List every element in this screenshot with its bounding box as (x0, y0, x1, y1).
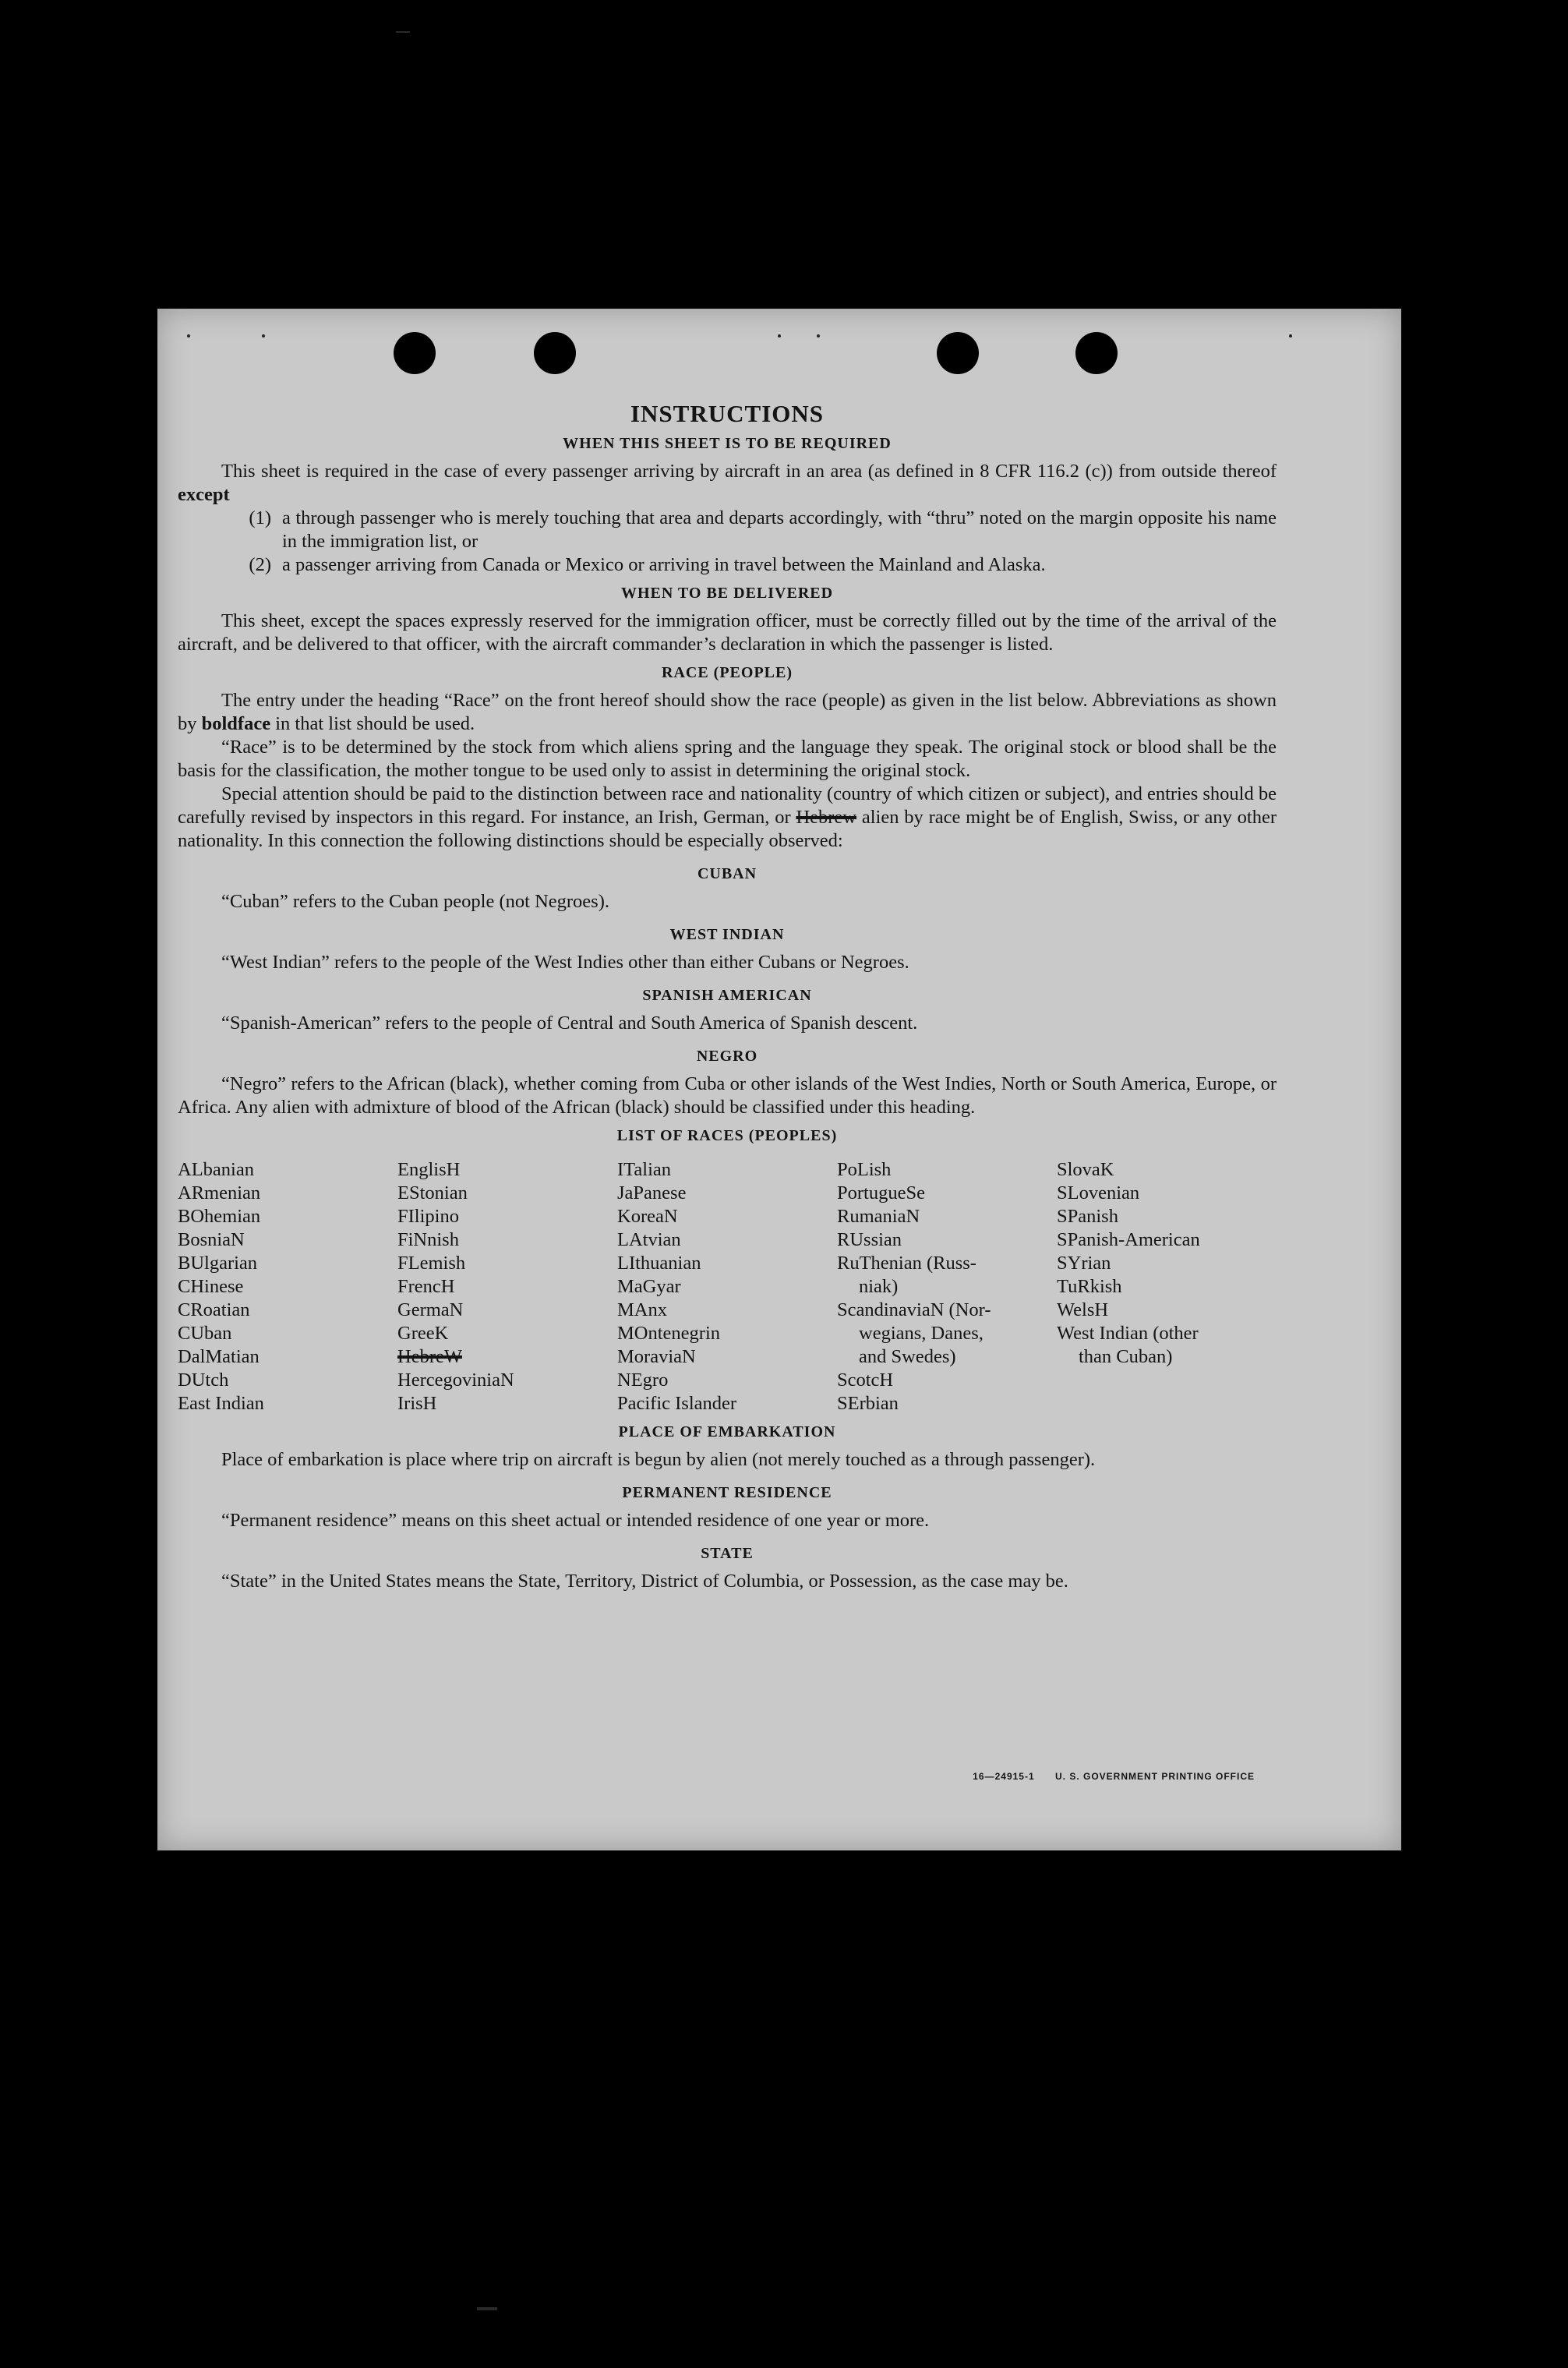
clause (178, 507, 1277, 553)
race-entry: than Cuban) (1079, 1346, 1173, 1367)
struck-text: Hebrew (796, 807, 856, 828)
paragraph-text: Special attention should be paid to the distinction between race and nationality (country of which citizen or subject), and entries should be carefully revised by inspectors in this regard. For instance, an Irish, German, or (178, 783, 1277, 828)
paragraph: Place of embarkation is place where trip on aircraft is begun by alien (not merely touched as a through passenger). (221, 1449, 1096, 1470)
race-entry: and Swedes) (859, 1346, 956, 1367)
race-entry: RUssian (837, 1229, 902, 1250)
paragraph: “Negro” refers to the African (black), whether coming from Cuba or other islands of the West Indies, North or South America, Europe, or Africa. Any alien with admixture of blood of the African (black) should be classified under this heading. (178, 1073, 1277, 1118)
race-entry: BOhemian (178, 1206, 261, 1227)
race-entry: TuRkish (1057, 1276, 1122, 1297)
paper-mark (262, 334, 265, 338)
race-entry: MAnx (617, 1299, 667, 1320)
paragraph: This sheet, except the spaces expressly reserved for the immigration officer, must be correctly filled out by the time of the arrival of the aircraft, and be delivered to that officer, with the aircraft commander’s declaration in which the passenger is listed. (178, 610, 1277, 655)
race-entry: GermaN (397, 1299, 464, 1320)
race-entry: ALbanian (178, 1159, 254, 1180)
scan-speck (396, 31, 410, 33)
clause-number: (1) (249, 507, 271, 528)
paragraph: “Permanent residence” means on this sheet actual or intended residence of one year or more. (221, 1510, 930, 1531)
section-heading: STATE (701, 1545, 754, 1562)
race-entry: MOntenegrin (617, 1323, 720, 1344)
race-entry: RumaniaN (837, 1206, 920, 1227)
section-heading: PLACE OF EMBARKATION (618, 1423, 836, 1440)
race-column (397, 1158, 617, 1415)
binder-hole (937, 332, 979, 374)
section-heading: WHEN THIS SHEET IS TO BE REQUIRED (563, 435, 892, 452)
document-sheet (157, 309, 1401, 1850)
binder-hole (394, 332, 436, 374)
paper-mark (187, 334, 190, 338)
race-entry: ARmenian (178, 1182, 261, 1203)
race-entry: MoraviaN (617, 1346, 696, 1367)
bold-text: except (178, 484, 230, 505)
race-entry: CHinese (178, 1276, 244, 1297)
section-heading: PERMANENT RESIDENCE (622, 1484, 832, 1501)
paragraph-text: This sheet is required in the case of every passenger arriving by aircraft in an area (as defined in 8 CFR 116.2 (c)) from outside thereof (221, 461, 1277, 482)
paragraph: “Cuban” refers to the Cuban people (not Negroes). (221, 891, 609, 912)
race-entry: GreeK (397, 1323, 449, 1344)
race-entry: SPanish-American (1057, 1229, 1200, 1250)
race-entry: SPanish (1057, 1206, 1118, 1227)
race-entry: Pacific Islander (617, 1393, 737, 1414)
race-column (1057, 1158, 1277, 1415)
race-entry: niak) (859, 1276, 899, 1297)
bold-text: boldface (201, 713, 271, 734)
race-entry: IrisH (397, 1393, 437, 1414)
race-column (837, 1158, 1057, 1415)
paper-mark (1289, 334, 1292, 338)
race-entry-struck: HebreW (397, 1346, 462, 1367)
paragraph: “Race” is to be determined by the stock from which aliens spring and the language they speak. The original stock or blood shall be the basis for the classification, the mother tongue to be used only to assist in determining the original stock. (178, 737, 1277, 781)
paragraph (178, 689, 1277, 736)
paragraph-text: in that list should be used. (275, 713, 475, 734)
race-entry: FLemish (397, 1253, 466, 1274)
race-entry: ITalian (617, 1159, 672, 1180)
race-entry: EStonian (397, 1182, 468, 1203)
race-entry: SlovaK (1057, 1159, 1114, 1180)
page-title: INSTRUCTIONS (630, 400, 824, 427)
race-entry: CRoatian (178, 1299, 250, 1320)
document-content (178, 402, 1277, 1593)
section-heading: NEGRO (696, 1048, 758, 1065)
paragraph-text: The entry under the heading “Race” on the front hereof should show the race (people) as given in the list below. Abbreviations as shown by (178, 690, 1277, 734)
race-entry: CUban (178, 1323, 232, 1344)
race-entry: FrencH (397, 1276, 455, 1297)
form-footer (955, 1771, 1255, 1782)
section-heading: WHEN TO BE DELIVERED (620, 585, 834, 602)
race-entry: wegians, Danes, (859, 1323, 984, 1344)
paper-mark (778, 334, 781, 338)
paragraph: “State” in the United States means the State, Territory, District of Columbia, or Possession, as the case may be. (221, 1571, 1068, 1592)
binder-hole (1075, 332, 1118, 374)
race-list (178, 1158, 1277, 1415)
race-entry: MaGyar (617, 1276, 681, 1297)
race-entry: BUlgarian (178, 1253, 258, 1274)
paragraph (178, 783, 1277, 853)
paragraph-text: alien by race might be of English, Swiss, or any other nationality. In this connection the following distinctions should be especially observed: (178, 807, 1277, 851)
clause-number: (2) (249, 554, 271, 575)
race-entry: East Indian (178, 1393, 264, 1414)
clause-text: a passenger arriving from Canada or Mexico or arriving in travel between the Mainland and Alaska. (282, 554, 1046, 575)
clause (178, 553, 1277, 577)
paragraph: “Spanish-American” refers to the people of Central and South America of Spanish descent. (221, 1013, 918, 1034)
race-entry: DUtch (178, 1370, 229, 1391)
race-column (617, 1158, 837, 1415)
race-entry: PortugueSe (837, 1182, 925, 1203)
section-heading: SPANISH AMERICAN (642, 987, 812, 1004)
race-entry: LIthuanian (617, 1253, 701, 1274)
race-entry: JaPanese (617, 1182, 687, 1203)
race-entry: EnglisH (397, 1159, 461, 1180)
race-entry: ScotcH (837, 1370, 894, 1391)
race-entry: SLovenian (1057, 1182, 1140, 1203)
paragraph (178, 460, 1277, 507)
paragraph: “West Indian” refers to the people of the West Indies other than either Cubans or Negroes. (221, 952, 909, 973)
race-entry: SYrian (1057, 1253, 1111, 1274)
race-entry: RuThenian (Russ- (837, 1253, 976, 1274)
form-code: 16—24915-1 (973, 1771, 1035, 1782)
binder-hole (534, 332, 576, 374)
race-entry: LAtvian (617, 1229, 681, 1250)
clause-text: a through passenger who is merely touching that area and departs accordingly, with “thru” noted on the margin opposite his name in the immigration list, or (282, 507, 1277, 552)
section-heading: LIST OF RACES (PEOPLES) (616, 1127, 838, 1144)
race-entry: DalMatian (178, 1346, 260, 1367)
race-entry: FIlipino (397, 1206, 459, 1227)
section-heading: WEST INDIAN (669, 926, 785, 943)
race-entry: PoLish (837, 1159, 892, 1180)
race-entry: KoreaN (617, 1206, 678, 1227)
scan-speck (477, 2307, 497, 2310)
section-heading: CUBAN (697, 865, 758, 882)
race-entry: HercegoviniaN (397, 1370, 514, 1391)
race-entry: FiNnish (397, 1229, 459, 1250)
race-entry: BosniaN (178, 1229, 245, 1250)
race-column (178, 1158, 397, 1415)
race-entry: ScandinaviaN (Nor- (837, 1299, 991, 1320)
race-entry: SErbian (837, 1393, 899, 1414)
race-entry: WelsH (1057, 1299, 1109, 1320)
section-heading: RACE (PEOPLE) (662, 664, 793, 681)
race-entry: NEgro (617, 1370, 669, 1391)
race-entry: West Indian (other (1057, 1323, 1199, 1344)
printer-credit: U. S. GOVERNMENT PRINTING OFFICE (1054, 1771, 1255, 1782)
paper-mark (817, 334, 820, 338)
